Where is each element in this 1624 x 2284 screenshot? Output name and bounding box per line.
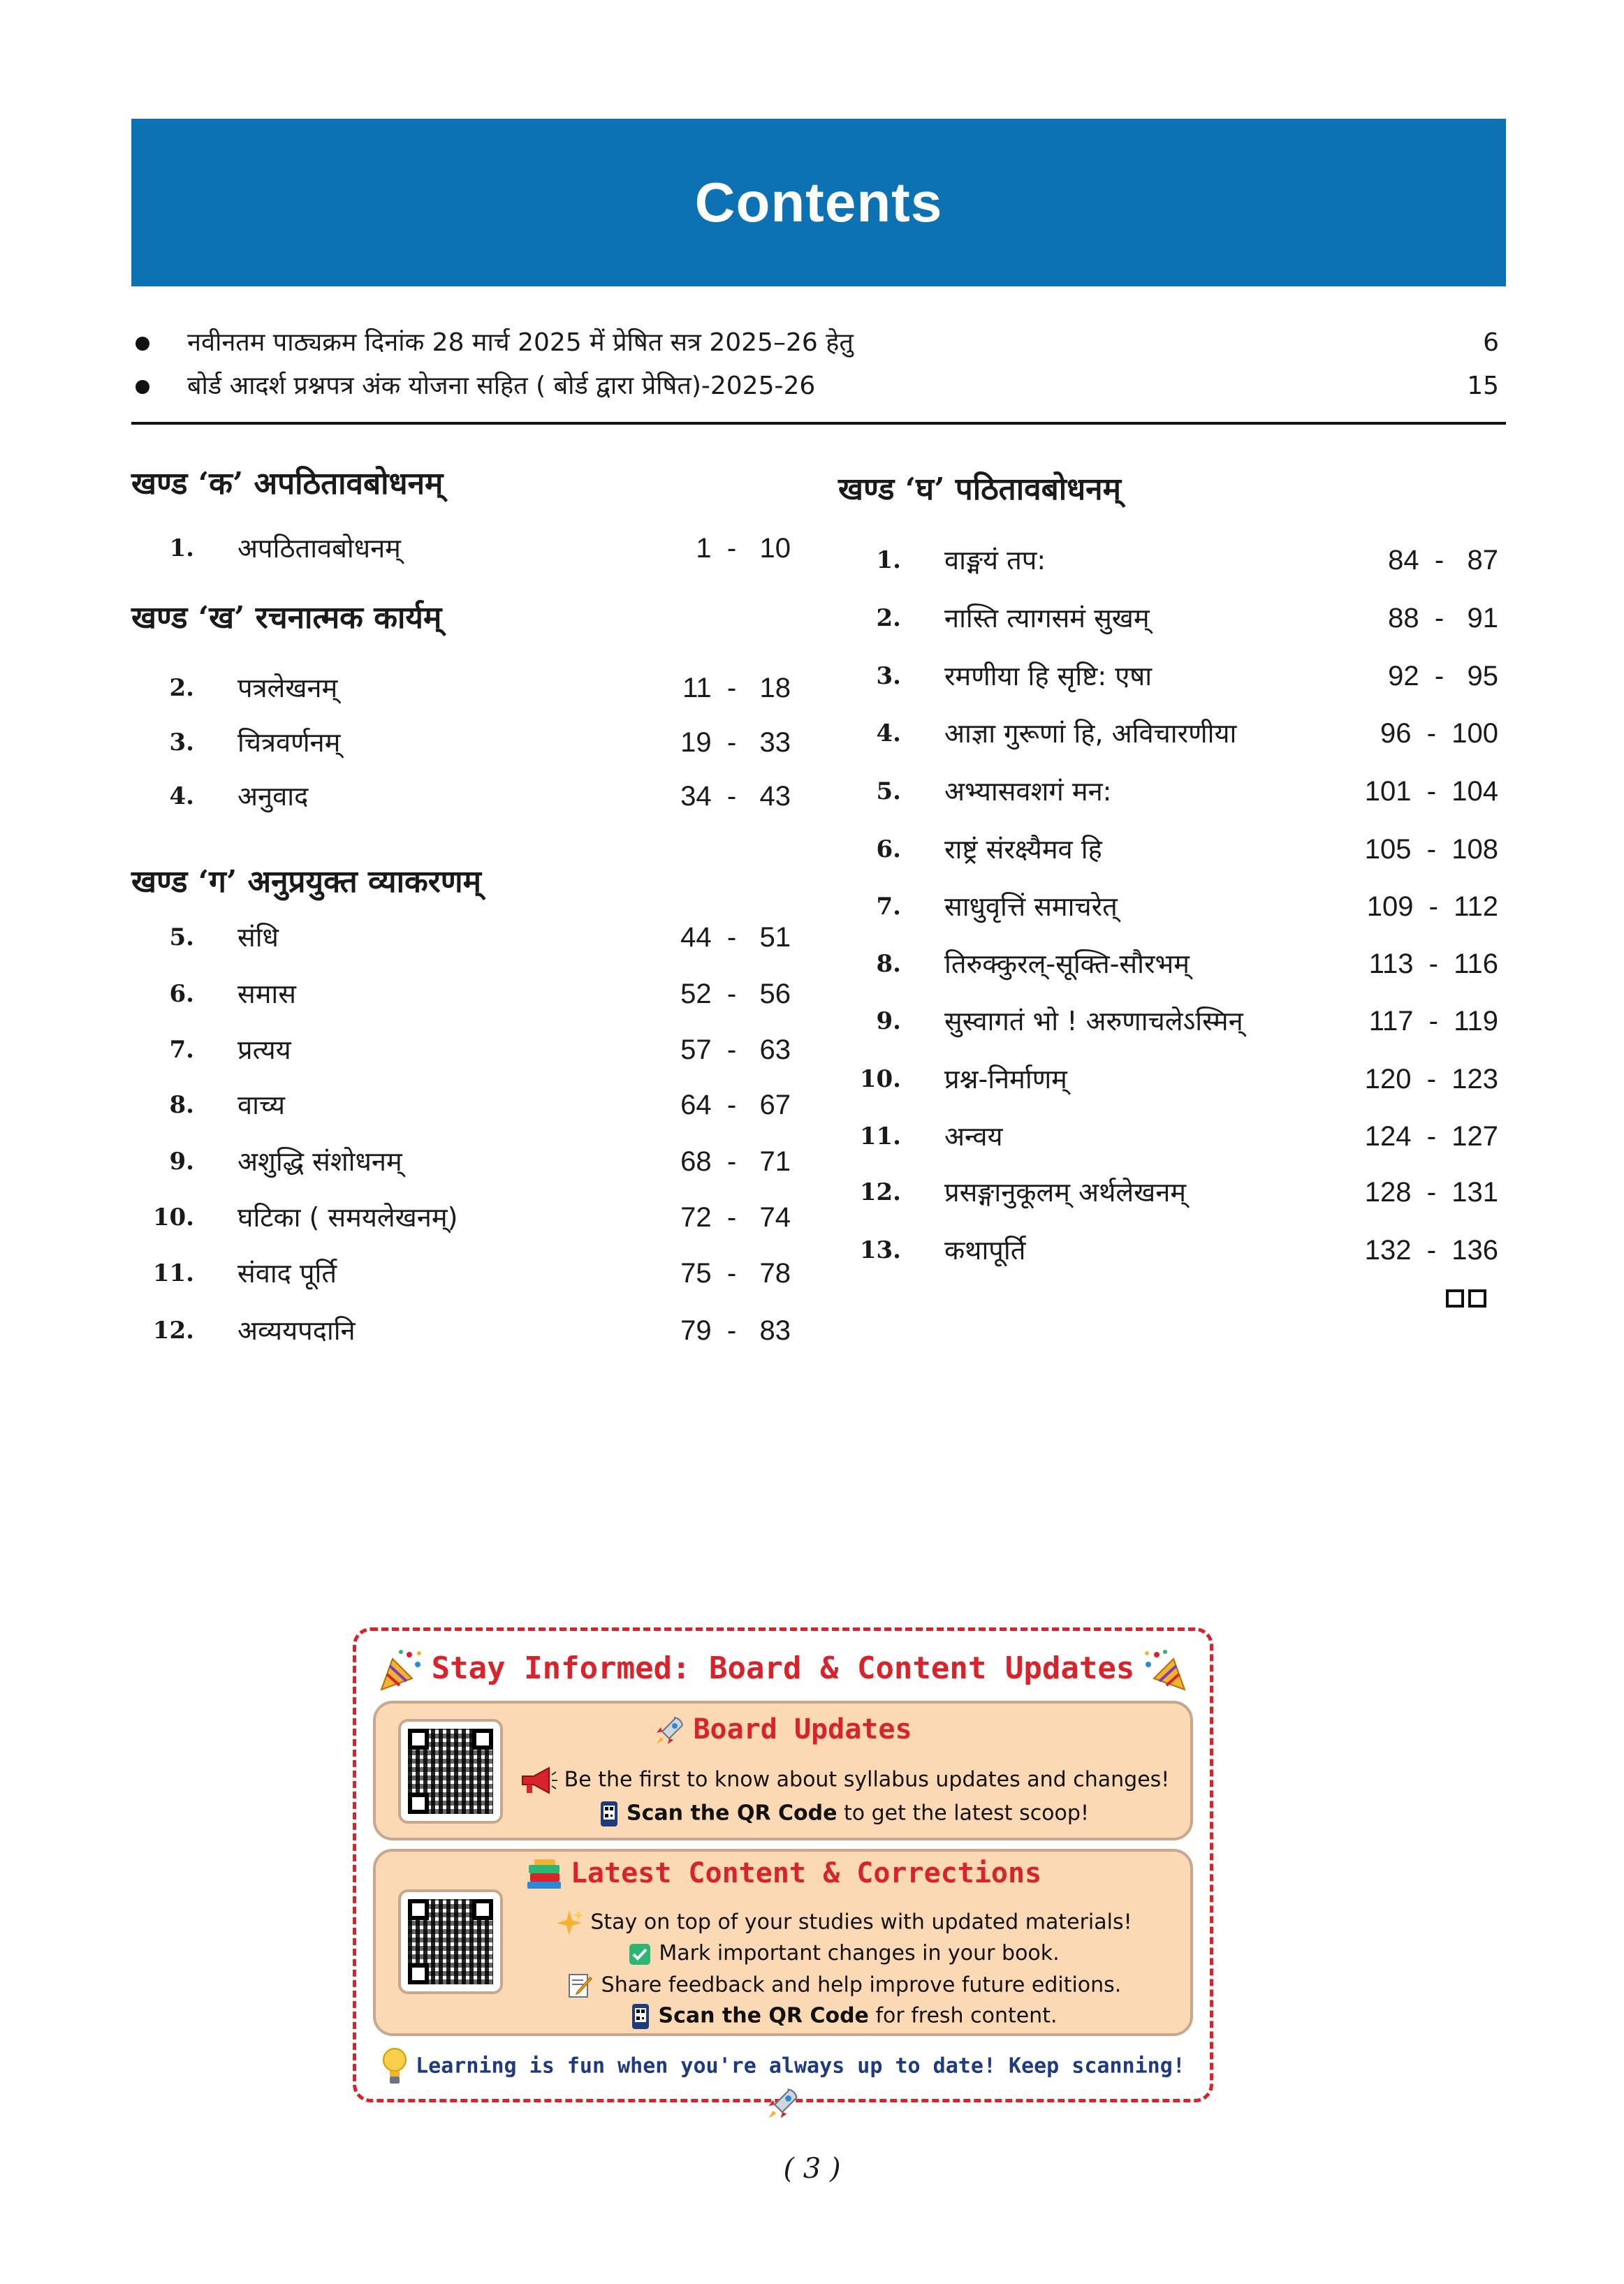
toc-entry-title: तिरुक्कुरल्-सूक्ति-सौरभम्	[944, 949, 1190, 979]
toc-entry-number: 4.	[876, 719, 901, 747]
memo-pencil-icon	[566, 1972, 594, 2000]
latest-content-line3: Share feedback and help improve future editions.	[601, 1972, 1122, 1998]
bullet-icon	[136, 380, 149, 394]
megaphone-icon	[518, 1766, 557, 1794]
toc-entry-pages: 72 - 74	[680, 1202, 791, 1233]
toc-entry[interactable]	[838, 1058, 1498, 1100]
phone-qr-icon	[599, 1800, 620, 1828]
board-updates-line	[502, 1766, 1186, 1794]
toc-entry-title: अन्वय	[944, 1121, 1003, 1152]
toc-entry-number: 8.	[169, 1091, 194, 1119]
toc-entry-pages: 44 - 51	[680, 922, 791, 953]
toc-entry-title: वाङ्मयं तप:	[944, 545, 1046, 576]
toc-entry-pages: 120 - 123	[1364, 1064, 1498, 1095]
toc-entry[interactable]	[131, 1310, 791, 1352]
toc-entry-pages: 19 - 33	[680, 727, 791, 758]
toc-entry-pages: 57 - 63	[680, 1034, 791, 1065]
board-updates-line2: to get the latest scoop!	[837, 1801, 1089, 1826]
toc-entry[interactable]	[131, 722, 791, 763]
board-updates-line1: Be the first to know about syllabus updates and changes!	[564, 1767, 1170, 1792]
latest-content-scan-line	[502, 2003, 1186, 2030]
section-heading-kha: खण्ड ‘ख’ रचनात्मक कार्यम्	[131, 600, 442, 636]
section-heading-ka: खण्ड ‘क’ अपठितावबोधनम्	[131, 466, 444, 502]
latest-content-line4: for fresh content.	[868, 2003, 1058, 2028]
latest-content-title	[376, 1857, 1190, 1891]
toc-entry-title: अशुद्धि संशोधनम्	[237, 1146, 402, 1177]
toc-entry-pages: 113 - 116	[1368, 949, 1498, 979]
toc-entry[interactable]	[838, 886, 1498, 928]
toc-entry-pages: 96 - 100	[1380, 718, 1498, 749]
toc-entry-number: 10.	[859, 1065, 901, 1093]
divider	[131, 422, 1506, 425]
end-mark-icon	[1446, 1289, 1502, 1315]
toc-entry[interactable]	[131, 1252, 791, 1294]
intro-item-text: नवीनतम पाठ्यक्रम दिनांक 28 मार्च 2025 में प्रेषित सत्र 2025–26 हेतु	[187, 328, 854, 357]
toc-entry-title: कथापूर्ति	[944, 1235, 1026, 1266]
phone-qr-icon	[630, 2003, 651, 2030]
toc-entry-number: 1.	[169, 534, 194, 562]
toc-entry-title: समास	[237, 979, 296, 1009]
toc-entry-pages: 64 - 67	[680, 1090, 791, 1120]
latest-content-line	[502, 1972, 1186, 2000]
toc-entry[interactable]	[131, 1084, 791, 1126]
toc-entry-number: 8.	[876, 950, 901, 978]
toc-entry-number: 3.	[169, 729, 194, 756]
toc-entry-pages: 132 - 136	[1364, 1235, 1498, 1266]
rocket-icon	[654, 1715, 686, 1747]
notice-footer	[356, 2047, 1210, 2121]
toc-entry-pages: 124 - 127	[1364, 1121, 1498, 1152]
notice-footer-text: Learning is fun when you're always up to date! Keep scanning!	[416, 2054, 1185, 2079]
toc-entry[interactable]	[131, 1141, 791, 1183]
toc-entry-pages: 84 - 87	[1388, 545, 1498, 576]
toc-entry-number: 5.	[876, 777, 901, 805]
rocket-icon	[766, 2086, 800, 2121]
notice-heading: Stay Informed: Board & Content Updates	[431, 1650, 1135, 1686]
books-icon	[525, 1858, 564, 1891]
toc-entry-title: अव्ययपदानि	[237, 1315, 356, 1346]
toc-entry-title: राष्ट्रं संरक्ष्यैमव हि	[944, 834, 1102, 865]
toc-entry-number: 9.	[169, 1148, 194, 1176]
toc-entry[interactable]	[131, 667, 791, 709]
toc-entry-pages: 11 - 18	[682, 673, 791, 703]
latest-content-title-text: Latest Content & Corrections	[570, 1857, 1042, 1889]
latest-content-qr-code[interactable]	[398, 1889, 503, 1994]
latest-content-line	[502, 1941, 1186, 1966]
toc-entry[interactable]	[131, 1029, 791, 1071]
page-number: ( 3 )	[783, 2153, 841, 2185]
toc-entry[interactable]	[838, 1115, 1498, 1157]
toc-entry-title: आज्ञा गुरूणां हि, अविचारणीया	[944, 718, 1237, 749]
toc-entry[interactable]	[838, 1171, 1498, 1213]
toc-entry-number: 6.	[876, 835, 901, 863]
toc-entry-title: पत्रलेखनम्	[237, 673, 338, 703]
toc-entry[interactable]	[838, 943, 1498, 985]
toc-entry[interactable]	[838, 597, 1498, 639]
updates-notice	[353, 1627, 1213, 2102]
toc-entry-pages: 79 - 83	[680, 1315, 791, 1346]
toc-entry-title: अभ्यासवशगं मन:	[944, 776, 1112, 807]
toc-entry-title: अपठितावबोधनम्	[237, 533, 401, 564]
latest-content-line2: Mark important changes in your book.	[659, 1941, 1060, 1965]
toc-entry-number: 7.	[169, 1036, 194, 1064]
board-updates-card	[373, 1701, 1193, 1840]
toc-entry-pages: 34 - 43	[680, 781, 791, 812]
intro-item-page: 6	[1483, 328, 1499, 357]
toc-entry[interactable]	[838, 539, 1498, 581]
toc-entry-title: चित्रवर्णनम्	[237, 727, 341, 758]
toc-entry-number: 1.	[876, 546, 901, 574]
toc-entry-title: अनुवाद	[237, 781, 309, 812]
intro-item[interactable]	[131, 321, 1506, 365]
toc-entry-number: 11.	[859, 1122, 901, 1150]
contents-banner	[131, 119, 1506, 286]
scan-qr-text: Scan the QR Code	[627, 1801, 837, 1826]
toc-entry[interactable]	[131, 1196, 791, 1238]
toc-entry[interactable]	[838, 1229, 1498, 1271]
toc-entry-number: 9.	[876, 1007, 901, 1035]
latest-content-line1: Stay on top of your studies with updated materials!	[590, 1910, 1132, 1935]
toc-entry-number: 10.	[152, 1203, 194, 1231]
toc-entry-number: 11.	[152, 1259, 194, 1287]
check-box-icon	[628, 1942, 652, 1966]
toc-entry-pages: 92 - 95	[1388, 661, 1498, 691]
intro-item-page: 15	[1467, 372, 1499, 400]
section-heading-ga: खण्ड ‘ग’ अनुप्रयुक्त व्याकरणम्	[131, 864, 481, 900]
toc-entry[interactable]	[838, 655, 1498, 697]
toc-entry[interactable]	[131, 527, 791, 569]
scan-qr-text: Scan the QR Code	[658, 2003, 869, 2028]
toc-entry-pages: 68 - 71	[680, 1146, 791, 1177]
latest-content-line	[502, 1909, 1186, 1937]
sparkles-icon	[555, 1909, 583, 1937]
section-heading-gha: खण्ड ‘घ’ पठितावबोधनम्	[838, 471, 1121, 507]
board-updates-title	[376, 1713, 1190, 1747]
toc-entry-title: प्रसङ्गानुकूलम् अर्थलेखनम्	[944, 1177, 1187, 1208]
board-updates-scan-line	[502, 1800, 1186, 1828]
toc-entry-pages: 105 - 108	[1364, 834, 1498, 865]
toc-entry-title: वाच्य	[237, 1090, 286, 1120]
toc-entry-pages: 109 - 112	[1366, 891, 1498, 922]
intro-item[interactable]	[131, 365, 1506, 408]
toc-entry[interactable]	[838, 712, 1498, 754]
toc-entry-title: प्रश्न-निर्माणम्	[944, 1064, 1067, 1095]
toc-entry-pages: 1 - 10	[696, 533, 791, 564]
toc-entry-number: 13.	[859, 1236, 901, 1264]
toc-entry-number: 6.	[169, 980, 194, 1008]
toc-entry-title: रमणीया हि सृष्टि: एषा	[944, 661, 1153, 691]
toc-entry-number: 2.	[876, 604, 901, 632]
toc-entry[interactable]	[131, 973, 791, 1015]
toc-entry-pages: 75 - 78	[680, 1258, 791, 1289]
bullet-icon	[136, 337, 149, 351]
latest-content-card	[373, 1849, 1193, 2036]
toc-entry-number: 5.	[169, 923, 194, 951]
toc-entry[interactable]	[838, 770, 1498, 812]
toc-entry[interactable]	[131, 775, 791, 817]
toc-entry-pages: 128 - 131	[1364, 1177, 1498, 1208]
toc-entry-pages: 101 - 104	[1364, 776, 1498, 807]
toc-entry-pages: 88 - 91	[1388, 603, 1498, 634]
toc-entry-number: 12.	[152, 1317, 194, 1345]
toc-entry-title: साधुवृत्तिं समाचरेत्	[944, 891, 1118, 922]
toc-entry[interactable]	[838, 1000, 1498, 1042]
toc-entry-title: प्रत्यय	[237, 1034, 291, 1065]
toc-entry-pages: 52 - 56	[680, 979, 791, 1009]
toc-entry-title: संवाद पूर्ति	[237, 1258, 337, 1289]
toc-entry[interactable]	[131, 916, 791, 958]
light-bulb-icon	[381, 2047, 409, 2086]
toc-entry-number: 3.	[876, 662, 901, 690]
toc-entry-number: 12.	[859, 1178, 901, 1206]
toc-entry-number: 2.	[169, 674, 194, 702]
toc-entry-title: सुस्वागतं भो ! अरुणाचलेऽस्मिन्	[944, 1006, 1243, 1037]
toc-entry-title: संधि	[237, 922, 279, 953]
board-updates-title-text: Board Updates	[693, 1713, 912, 1745]
toc-entry-number: 7.	[876, 893, 901, 921]
toc-entry-title: नास्ति त्यागसमं सुखम्	[944, 603, 1150, 634]
intro-item-text: बोर्ड आदर्श प्रश्नपत्र अंक योजना सहित ( बोर्ड द्वारा प्रेषित)-2025-26	[187, 372, 816, 400]
toc-entry-number: 4.	[169, 782, 194, 810]
toc-entry-title: घटिका ( समयलेखनम्)	[237, 1202, 458, 1233]
toc-entry-pages: 117 - 119	[1368, 1006, 1498, 1037]
page-title: Contents	[694, 171, 943, 233]
toc-entry[interactable]	[838, 828, 1498, 870]
intro-list	[131, 321, 1506, 408]
